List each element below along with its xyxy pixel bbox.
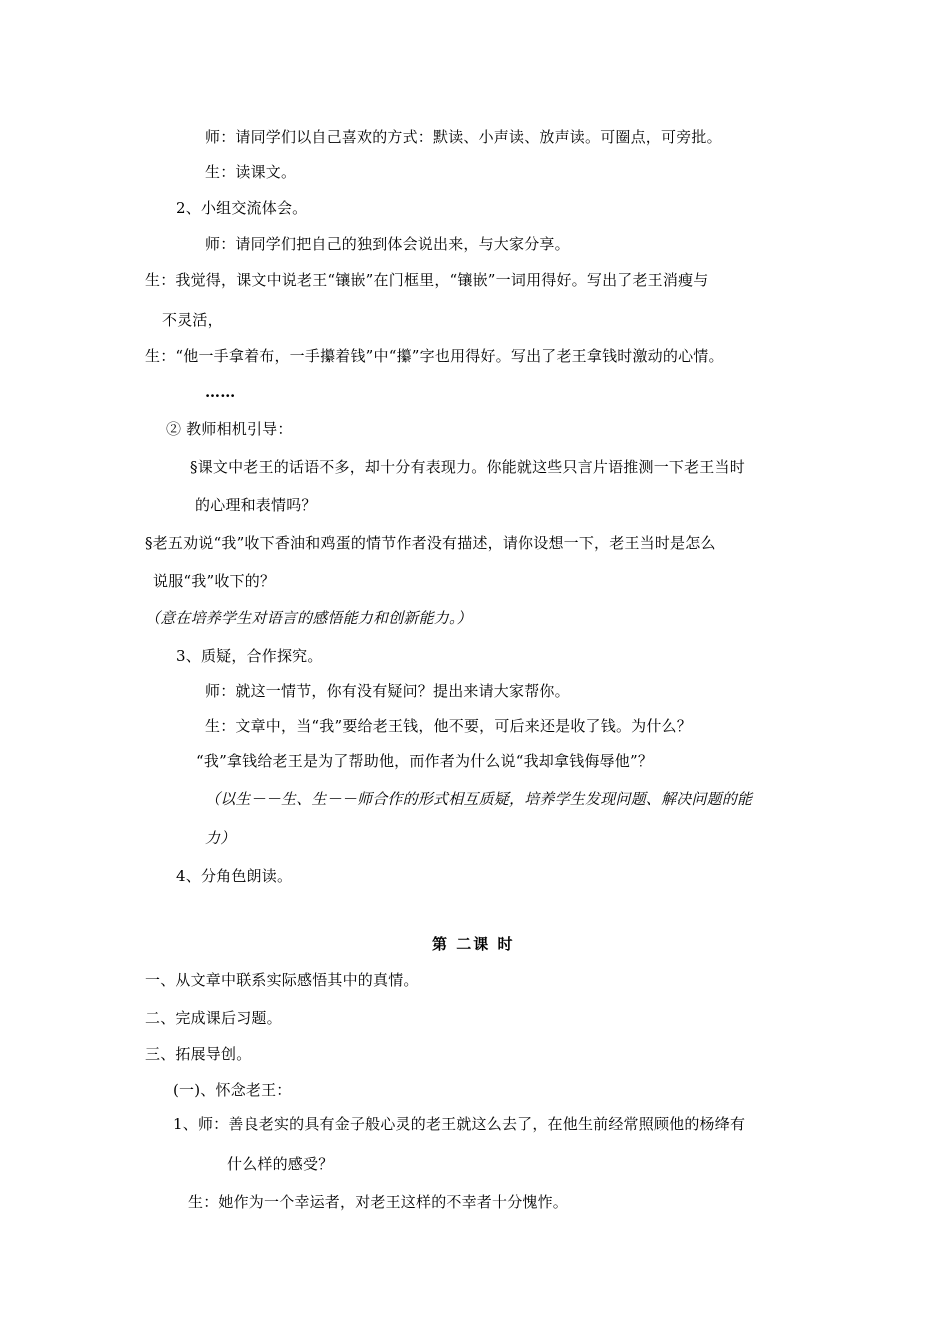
teacher-guidance-heading: ② 教师相机引导：	[166, 420, 293, 438]
guidance-item-1: §课文中老王的话语不多，却十分有表现力。你能就这些只言片语推测一下老王当时	[190, 458, 745, 476]
teacher-line-yang-jiang: 1、师：善良老实的具有金子般心灵的老王就这么去了，在他生前经常照顾他的杨绛有	[173, 1115, 746, 1133]
intent-note-1: （意在培养学生对语言的感悟能力和创新能力。）	[145, 609, 472, 627]
item-two: 二、完成课后习题。	[145, 1009, 282, 1027]
student-line-inlay-cont: 不灵活，	[162, 311, 223, 329]
ellipsis: ……	[205, 383, 236, 401]
step-3-heading: 3、质疑，合作探究。	[176, 647, 323, 665]
section-title-second-lesson: 第 二课 时	[432, 935, 515, 953]
teacher-line-yang-jiang-cont: 什么样的感受？	[227, 1155, 334, 1173]
guidance-item-2-cont: 说服“我”收下的？	[153, 572, 276, 590]
sub-item-remember: (一)、怀念老王：	[173, 1081, 292, 1099]
guidance-item-2: §老五劝说“我”收下香油和鸡蛋的情节作者没有描述，请你设想一下，老王当时是怎么	[145, 534, 716, 552]
student-line-inlay: 生：我觉得，课文中说老王“镶嵌”在门框里，“镶嵌”一词用得好。写出了老王消瘦与	[145, 271, 709, 289]
student-line-money: 生：文章中，当“我”要给老王钱，他不要，可后来还是收了钱。为什么？	[205, 717, 692, 735]
step-4-heading: 4、分角色朗读。	[176, 867, 293, 885]
teacher-line-read-methods: 师：请同学们以自己喜欢的方式：默读、小声读、放声读。可圈点，可旁批。	[205, 128, 722, 146]
teacher-line-share: 师：请同学们把自己的独到体会说出来，与大家分享。	[205, 235, 570, 253]
question-insult: “我”拿钱给老王是为了帮助他，而作者为什么说“我却拿钱侮辱他”？	[196, 752, 654, 770]
student-line-grip: 生：“他一手拿着布，一手攥着钱”中“攥”字也用得好。写出了老王拿钱时激动的心情。	[145, 347, 724, 365]
item-three: 三、拓展导创。	[145, 1045, 252, 1063]
teacher-line-question: 师：就这一情节，你有没有疑问？提出来请大家帮你。	[205, 682, 570, 700]
student-line-lucky: 生：她作为一个幸运者，对老王这样的不幸者十分愧怍。	[188, 1193, 569, 1211]
item-one: 一、从文章中联系实际感悟其中的真情。	[145, 971, 419, 989]
intent-note-2-cont: 力）	[205, 829, 236, 847]
step-2-heading: 2、小组交流体会。	[176, 199, 308, 217]
intent-note-2: （以生－－生、生－－师合作的形式相互质疑，培养学生发现问题、解决问题的能	[205, 790, 753, 808]
guidance-item-1-cont: 的心理和表情吗？	[195, 496, 317, 514]
student-line-read-text: 生：读课文。	[205, 163, 297, 181]
